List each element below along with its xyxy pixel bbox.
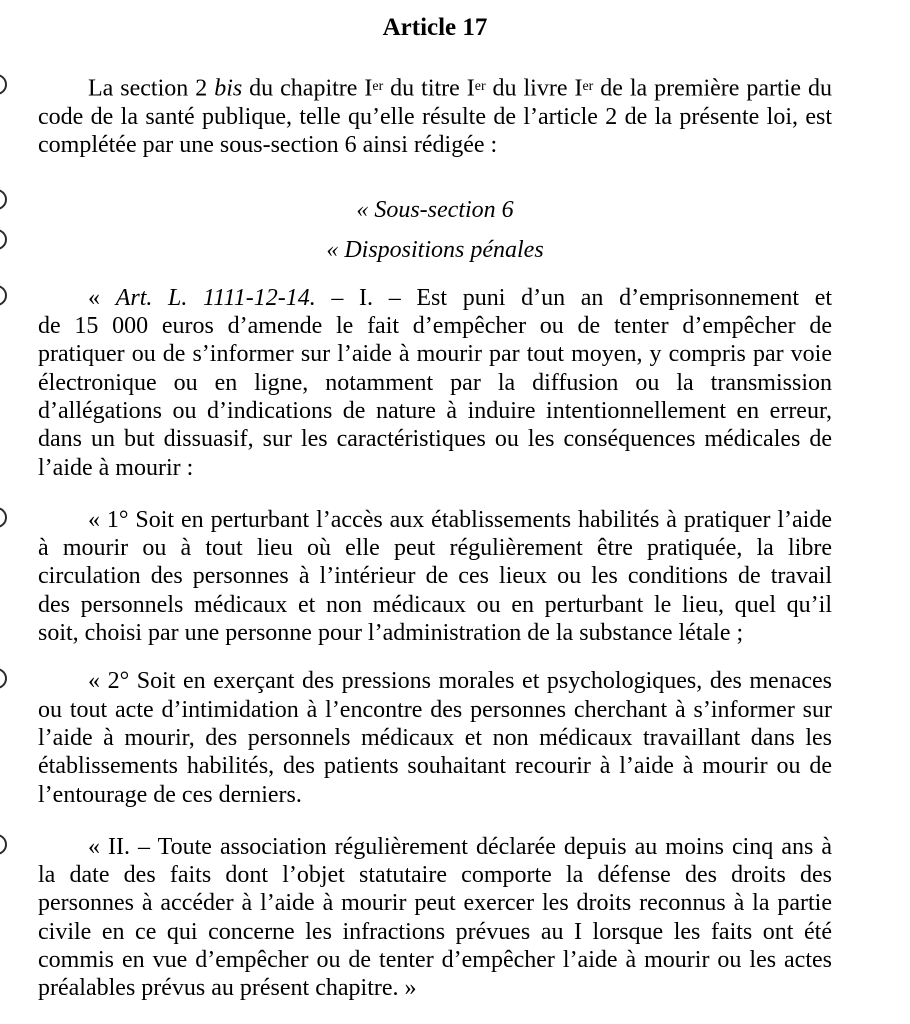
text-line: code de la santé publique, telle qu’elle résulte de l’article 2 de la présente loi, est — [38, 103, 832, 130]
text-line: ou tout acte d’intimidation à l’encontre des personnes cherchant à s’informer sur — [38, 696, 832, 723]
alinea-circle-icon — [0, 834, 7, 855]
text-line: « Dispositions pénales — [326, 237, 544, 264]
article-paragraphs — [38, 73, 832, 1003]
text-line: « 1° Soit en perturbant l’accès aux établissements habilités à pratiquer l’aide — [88, 506, 832, 533]
alinea-circle-icon — [0, 189, 7, 210]
alinea-circle-icon — [0, 507, 7, 528]
document-body — [38, 0, 832, 1003]
text-line: de 15 000 euros d’amende le fait d’empêcher ou de tenter d’empêcher de — [38, 313, 832, 340]
alinea-circle-icon — [0, 668, 7, 689]
text-line: « 2° Soit en exerçant des pressions morales et psychologiques, des menaces — [88, 668, 832, 695]
para-2 — [38, 667, 832, 808]
text-line: La section 2 bis du chapitre Ier du titre Ier du livre Ier de la première partie du — [88, 75, 833, 102]
heading-sous-section-6 — [38, 196, 832, 224]
text-line: d’allégations ou d’indications de nature à induire intentionnellement en erreur, — [38, 397, 832, 424]
para-ii — [38, 833, 832, 1003]
text-line: soit, choisi par une personne pour l’administration de la substance létale ; — [38, 620, 744, 647]
text-line: dans un but dissuasif, sur les caractéristiques ou les conséquences médicales de — [38, 426, 832, 453]
text-line: civile en ce qui concerne les infractions prévues au I lorsque les faits ont été — [38, 918, 832, 945]
text-line: préalables prévus au présent chapitre. » — [38, 975, 417, 1002]
para-intro — [38, 73, 832, 159]
text-line: des personnels médicaux et non médicaux ou en perturbant le lieu, quel qu’il — [38, 591, 832, 618]
text-line: établissements habilités, des patients souhaitant recourir à l’aide à mourir ou de — [38, 753, 832, 780]
text-line: électronique ou en ligne, notamment par la diffusion ou la transmission — [38, 369, 832, 396]
article-title: Article 17 — [382, 14, 488, 41]
text-line: circulation des personnes à l’intérieur de ces lieux ou les conditions de travail — [38, 563, 832, 590]
text-line: « II. – Toute association régulièrement déclarée depuis au moins cinq ans à — [88, 833, 832, 860]
alinea-circle-icon — [0, 74, 7, 95]
text-line: pratiquer ou de s’informer sur l’aide à mourir par tout moyen, y compris par voie — [38, 341, 832, 368]
text-line: personnes à accéder à l’aide à mourir peut exercer les droits reconnus à la partie — [38, 890, 832, 917]
text-line: la date des faits dont l’objet statutaire comporte la défense des droits des — [38, 862, 832, 889]
text-line: à mourir ou à tout lieu où elle peut régulièrement être pratiquée, la libre — [38, 535, 832, 562]
text-line: l’entourage de ces derniers. — [38, 781, 302, 808]
text-line: l’aide à mourir : — [38, 454, 194, 481]
alinea-circle-icon — [0, 229, 7, 250]
text-line: « Art. L. 1111-12-14. – I. – Est puni d’un an d’emprisonnement et — [88, 284, 833, 311]
para-1 — [38, 506, 832, 647]
text-line: « Sous-section 6 — [356, 197, 514, 224]
alinea-circle-icon — [0, 285, 7, 306]
text-line: complétée par une sous-section 6 ainsi rédigée : — [38, 131, 498, 158]
heading-dispositions-penales — [38, 236, 832, 264]
text-line: l’aide à mourir, des personnels médicaux et non médicaux travaillant dans les — [38, 724, 832, 751]
text-line: commis en vue d’empêcher ou de tenter d’empêcher l’aide à mourir ou les actes — [38, 947, 832, 973]
para-art-l-1111-12-14 — [38, 284, 832, 482]
